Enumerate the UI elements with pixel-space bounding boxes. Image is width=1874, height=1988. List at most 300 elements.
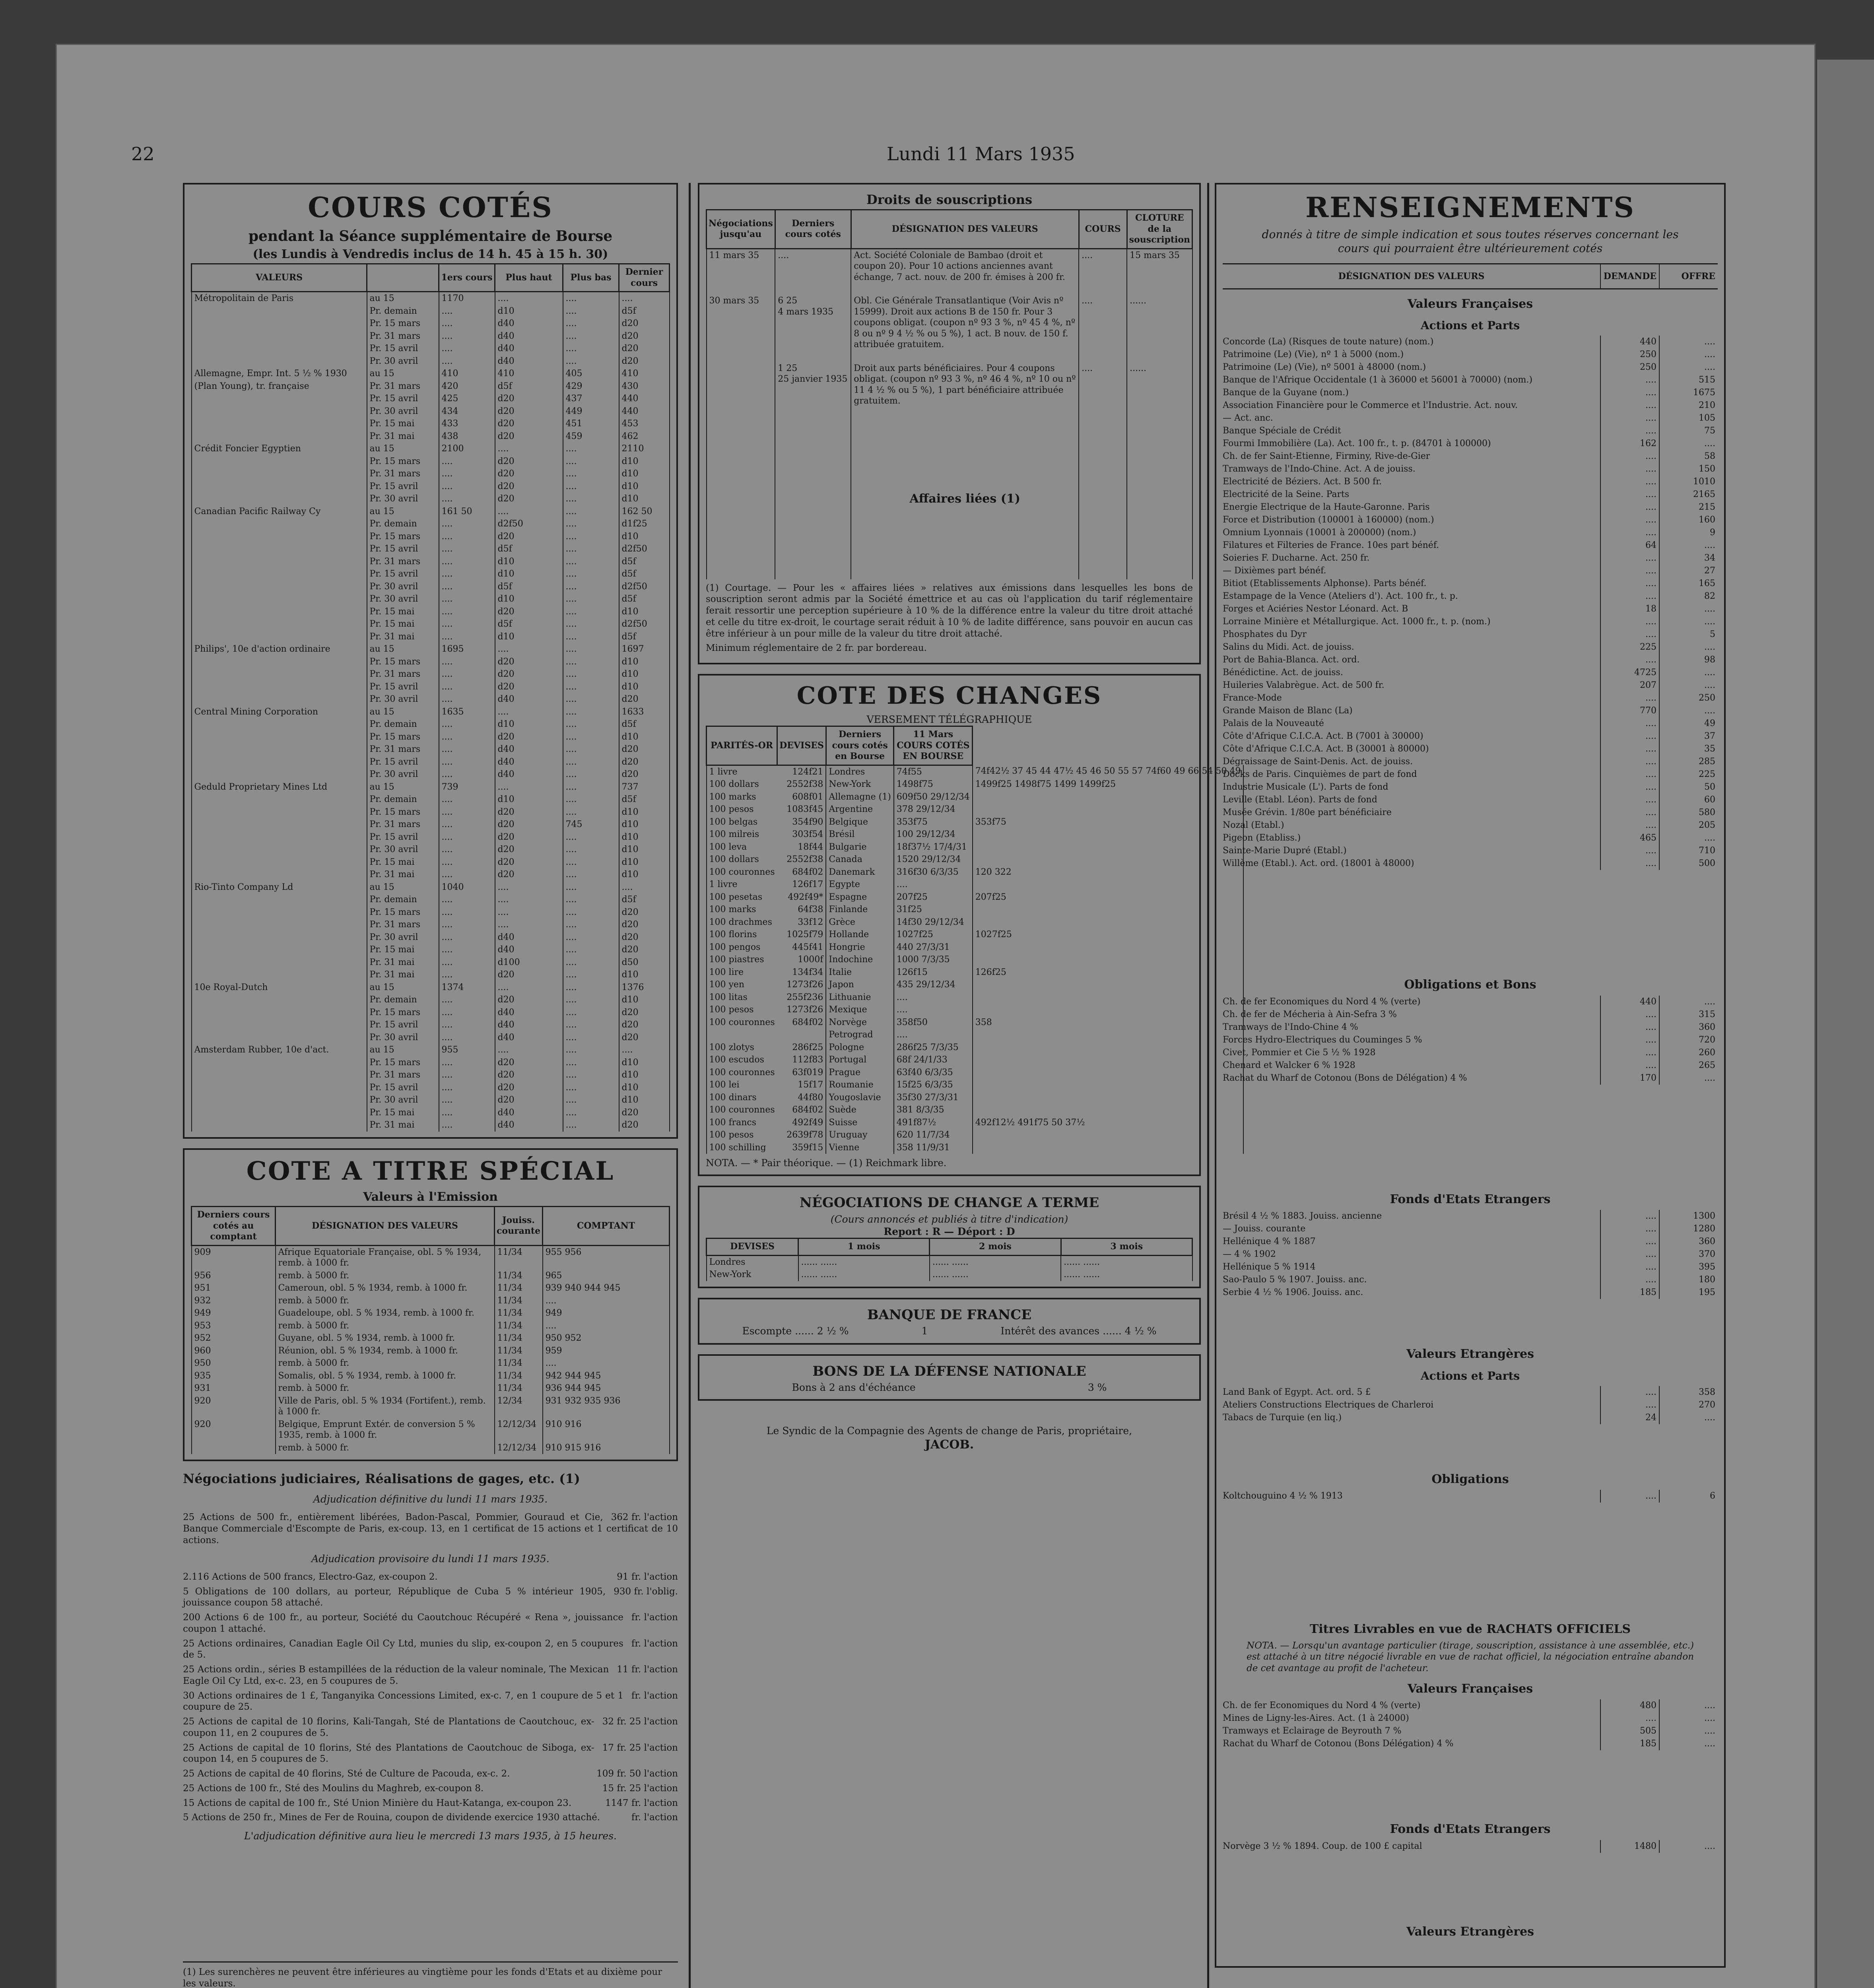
renseignement-row — [1223, 552, 1718, 565]
change-row-p: 100 pengos — [707, 941, 777, 954]
cours-row-t: Pr. demain — [367, 305, 439, 318]
cours-row-t: Pr. 15 avril — [367, 480, 439, 493]
renseignement-row — [1223, 1738, 1718, 1750]
cours-row-l: .... — [563, 656, 619, 668]
col-header: VALEURS — [192, 264, 367, 292]
cours-row-c1: .... — [439, 593, 495, 606]
cours-row-v — [192, 606, 367, 618]
special-row — [192, 1357, 670, 1370]
cours-row — [192, 781, 670, 794]
cours-row-c1: 1374 — [439, 981, 495, 994]
cours-row-h: .... — [495, 918, 563, 931]
change-row-v: 492f49* — [777, 891, 826, 904]
renseignement-offre: 82 — [1659, 590, 1718, 603]
cours-row-v — [192, 656, 367, 668]
change-row-v: 126f17 — [777, 878, 826, 891]
syndic-line: Le Syndic de la Compagnie des Agents de change de Paris, propriétaire, — [766, 1425, 1132, 1437]
cours-row-h: d20 — [495, 818, 563, 831]
cours-row — [192, 618, 670, 631]
cours-row-l: .... — [563, 580, 619, 593]
cours-row — [192, 1094, 670, 1107]
cours-row-c1: .... — [439, 568, 495, 580]
escompte-value: 2 ½ % — [817, 1325, 849, 1337]
cours-row-d: .... — [619, 881, 670, 894]
change-row — [707, 1066, 1244, 1079]
change-row-d: Petrograd — [826, 1029, 893, 1041]
change-row-v: 1083f45 — [777, 803, 826, 816]
renseignement-demande: 250 — [1600, 348, 1659, 361]
cours-row-v — [192, 768, 367, 781]
cours-row-h: d40 — [495, 330, 563, 343]
renseignement-offre: 58 — [1659, 450, 1718, 463]
cours-row-c1: .... — [439, 969, 495, 981]
renseignement-row — [1223, 641, 1718, 654]
renseignement-row — [1223, 705, 1718, 717]
cours-row-l: .... — [563, 1107, 619, 1119]
affaires-liees-row — [707, 419, 1192, 579]
cours-row-l: .... — [563, 555, 619, 568]
renseignement-offre: 180 — [1659, 1274, 1718, 1286]
cours-row — [192, 631, 670, 643]
cours-row-h: d40 — [495, 1019, 563, 1031]
special-row-d: Afrique Equatoriale Française, obl. 5 % 1934, remb. à 1000 fr. — [276, 1245, 495, 1270]
adjudication-definitive-title: Adjudication définitive du lundi 11 mars 1935. — [313, 1493, 548, 1505]
renseignement-row — [1223, 1248, 1718, 1261]
cours-row-t: au 15 — [367, 505, 439, 518]
change-row-v: 124f21 — [777, 765, 826, 778]
cours-row-v — [192, 417, 367, 430]
change-row — [707, 828, 1244, 841]
renseignement-demande: 465 — [1600, 832, 1659, 845]
cours-row-c1: .... — [439, 1031, 495, 1044]
renseignement-demande: 64 — [1600, 539, 1659, 552]
cours-row-d: 1633 — [619, 706, 670, 718]
special-row-c: 910 915 916 — [543, 1442, 670, 1454]
cours-row-v — [192, 480, 367, 493]
renseignement-demande: .... — [1600, 692, 1659, 705]
special-row-d: Belgique, Emprunt Extér. de conversion 5 % 1935, remb. à 1000 fr. — [276, 1418, 495, 1442]
change-row-c — [973, 1091, 1244, 1104]
bons-section — [698, 1354, 1201, 1401]
renseignement-row — [1223, 679, 1718, 692]
renseignement-offre: 250 — [1659, 692, 1718, 705]
cours-row — [192, 868, 670, 881]
renseignement-offre: 265 — [1659, 1059, 1718, 1072]
cours-row — [192, 994, 670, 1006]
change-row-v: 1000f — [777, 953, 826, 966]
renseignement-offre: .... — [1659, 641, 1718, 654]
cours-row-d: d10 — [619, 868, 670, 881]
special-row-d: remb. à 5000 fr. — [276, 1382, 495, 1395]
negociation-price: 930 fr. l'oblig. — [614, 1586, 678, 1597]
change-row-dc: .... — [894, 991, 973, 1004]
negociation-text: 5 Actions de 250 fr., Mines de Fer de Rouina, coupon de dividende exercice 1930 attaché. — [183, 1812, 600, 1823]
col-header: 2 mois — [930, 1239, 1061, 1256]
cours-row-l: .... — [563, 956, 619, 969]
cours-row-v — [192, 580, 367, 593]
cours-row-d: d2f50 — [619, 618, 670, 631]
cours-row — [192, 1119, 670, 1132]
renseignement-designation: Ch. de fer de Mécheria à Ain-Sefra 3 % — [1223, 1009, 1397, 1019]
cours-row-h: d20 — [495, 656, 563, 668]
renseignement-designation: Palais de la Nouveauté — [1223, 718, 1324, 728]
renseignement-demande: .... — [1600, 386, 1659, 399]
cours-row-t: au 15 — [367, 367, 439, 380]
cours-row-t: Pr. 15 avril — [367, 756, 439, 769]
cours-row-t: au 15 — [367, 981, 439, 994]
renseignement-row — [1223, 1046, 1718, 1059]
renseignement-offre: 165 — [1659, 577, 1718, 590]
syndic-name: JACOB. — [924, 1437, 974, 1452]
change-row-c — [973, 1066, 1244, 1079]
change-row-dc: 31f25 — [894, 903, 973, 916]
cours-row-v — [192, 1056, 367, 1069]
column-left — [183, 183, 678, 1988]
cours-row-d: d5f — [619, 555, 670, 568]
negociation-item — [183, 1716, 678, 1739]
renseignement-offre: .... — [1659, 666, 1718, 679]
cours-row-d: d20 — [619, 918, 670, 931]
change-row-c — [973, 991, 1244, 1004]
renseignement-row — [1223, 1274, 1718, 1286]
cours-row-l: .... — [563, 1119, 619, 1132]
cours-row-l: .... — [563, 292, 619, 305]
cours-row-t: Pr. 31 mai — [367, 969, 439, 981]
change-row — [707, 791, 1244, 804]
cours-row — [192, 969, 670, 981]
cours-row-v — [192, 342, 367, 355]
renseignement-offre: .... — [1659, 603, 1718, 615]
cours-row-t: au 15 — [367, 443, 439, 455]
cours-row — [192, 317, 670, 330]
renseignement-offre: .... — [1659, 705, 1718, 717]
renseignement-designation: Phosphates du Dyr — [1223, 629, 1307, 639]
special-row — [192, 1320, 670, 1332]
renseignement-designation: Willème (Etabl.). Act. ord. (18001 à 48000) — [1223, 858, 1414, 868]
cours-row-l: .... — [563, 1031, 619, 1044]
cours-row-v — [192, 931, 367, 944]
cours-row-t: Pr. 15 mars — [367, 806, 439, 819]
renseignement-row — [1223, 1034, 1718, 1046]
change-row-d: Suède — [826, 1104, 893, 1116]
negociation-item — [183, 1812, 678, 1823]
special-row-p: 952 — [192, 1332, 276, 1345]
cours-row-v: Philips', 10e d'action ordinaire — [192, 643, 367, 656]
droits-note: (1) Courtage. — Pour les « affaires liées » relatives aux émissions dans lesquelles les bons de souscription seront admis par la Société émettrice et au cas où l'application du tarif réglementaire ferait ressortir une perception supérieure à 10 % de la différence entre la valeur du titre droit attaché et celle du titre ex-droit, le courtage serait réduit à 10 % de ladite différence, sans pouvoir en aucun cas être inférieur à un pour mille de la valeur du titre droit attaché. — [706, 582, 1193, 639]
cours-row — [192, 881, 670, 894]
cours-row-c1: .... — [439, 931, 495, 944]
change-row-p: 100 marks — [707, 903, 777, 916]
change-row-c — [973, 1142, 1244, 1154]
negociation-item — [183, 1586, 678, 1609]
renseignement-designation: Concorde (La) (Risques de toute nature) (nom.) — [1223, 337, 1434, 347]
cours-row-c1: .... — [439, 906, 495, 919]
renseignement-row — [1223, 450, 1718, 463]
renseignement-demande: 24 — [1600, 1411, 1659, 1424]
change-row-p: 1 livre — [707, 878, 777, 891]
col-header: Négociations jusqu'au — [707, 210, 775, 249]
renseignement-demande: 18 — [1600, 603, 1659, 615]
special-row-p: 960 — [192, 1345, 276, 1357]
cours-row-c1: .... — [439, 818, 495, 831]
cours-row-h: d20 — [495, 868, 563, 881]
cours-row — [192, 367, 670, 380]
change-row-p — [707, 1029, 777, 1041]
cours-row-h: .... — [495, 292, 563, 305]
cours-row-v — [192, 1006, 367, 1019]
renseignement-designation: Industrie Musicale (L'). Parts de fond — [1223, 782, 1389, 792]
special-row-j: 12/12/34 — [495, 1418, 543, 1442]
cours-row-l: .... — [563, 1081, 619, 1094]
cours-row-l: 437 — [563, 392, 619, 405]
renseignement-offre: 35 — [1659, 743, 1718, 755]
renseignement-designation: Tabacs de Turquie (en liq.) — [1223, 1412, 1342, 1423]
cours-row-d: d5f — [619, 893, 670, 906]
cours-row-l: .... — [563, 668, 619, 681]
renseignement-offre: 34 — [1659, 552, 1718, 565]
renseignement-offre: .... — [1659, 1072, 1718, 1085]
cours-row-h: .... — [495, 893, 563, 906]
cours-row-l: .... — [563, 1006, 619, 1019]
change-row-d: Londres — [826, 765, 893, 778]
renseignement-demande: 225 — [1600, 641, 1659, 654]
cours-row-c1: .... — [439, 868, 495, 881]
cours-row-c1: 1170 — [439, 292, 495, 305]
renseignement-demande: .... — [1600, 1059, 1659, 1072]
cours-row-c1: .... — [439, 1006, 495, 1019]
cours-row — [192, 417, 670, 430]
renseignement-offre: .... — [1659, 1411, 1718, 1424]
cours-row-l: .... — [563, 856, 619, 869]
cours-row-l: .... — [563, 718, 619, 731]
change-row-v: 64f38 — [777, 903, 826, 916]
special-row-c: 942 944 945 — [543, 1370, 670, 1382]
cote-special-title: COTE A TITRE SPÉCIAL — [246, 1156, 615, 1186]
renseignement-row — [1223, 717, 1718, 730]
cours-row-v — [192, 568, 367, 580]
cours-row-d: 430 — [619, 380, 670, 393]
change-row-v: 134f34 — [777, 966, 826, 979]
cours-row-v — [192, 818, 367, 831]
change-row-p: 100 leva — [707, 841, 777, 854]
special-row — [192, 1442, 670, 1454]
cours-row-h: 410 — [495, 367, 563, 380]
change-row-d: Danemark — [826, 866, 893, 879]
cours-row-d: d10 — [619, 806, 670, 819]
change-row-p: 100 pesos — [707, 803, 777, 816]
change-row-p: 100 schilling — [707, 1142, 777, 1154]
negociation-text: 25 Actions de 500 fr., entièrement libérées, Badon-Pascal, Pommier, Gouraud et Cie, Banque Commerciale d'Escompte de Paris, ex-coup. 13, en 1 certificat de 15 actions et 1 certificat de 10 actions. — [183, 1512, 678, 1545]
special-row-j: 11/34 — [495, 1382, 543, 1395]
cours-row-v — [192, 631, 367, 643]
cours-row-d: d10 — [619, 731, 670, 744]
cours-row-c1: 434 — [439, 405, 495, 418]
cours-row — [192, 505, 670, 518]
renseignement-designation: Banque de la Guyane (nom.) — [1223, 388, 1349, 398]
cours-row-v — [192, 530, 367, 543]
col-header: 11 Mars COURS COTÉS EN BOURSE — [894, 726, 973, 765]
cours-row-l: .... — [563, 468, 619, 480]
droits-row-cours: .... — [1079, 362, 1127, 419]
renseignement-offre: 1675 — [1659, 386, 1718, 399]
cours-row-t: Pr. 15 mai — [367, 856, 439, 869]
special-row-d: Guadeloupe, obl. 5 % 1934, remb. à 1000 fr. — [276, 1307, 495, 1320]
negociation-text: 25 Actions ordin., séries B estampillées de la réduction de la valeur nominale, The Mexican Eagle Oil Cy Ltd, ex-c. 23, en 5 coupures de 5. — [183, 1664, 609, 1686]
negociation-price: 32 fr. 25 l'action — [602, 1716, 678, 1727]
renseignement-designation: Ateliers Constructions Electriques de Charleroi — [1223, 1400, 1434, 1410]
next-page-edge — [1817, 60, 1874, 1988]
cours-row-c1: .... — [439, 518, 495, 530]
change-row-dc: 286f25 7/3/35 — [894, 1041, 973, 1054]
cours-row-h: d20 — [495, 430, 563, 443]
renseignement-row — [1223, 437, 1718, 450]
cours-row-t: Pr. 30 avril — [367, 580, 439, 593]
cours-row-l: .... — [563, 518, 619, 530]
cours-row-h: .... — [495, 881, 563, 894]
renseignement-demande: .... — [1600, 1008, 1659, 1021]
negociation-price: fr. l'action — [631, 1612, 678, 1623]
renseignement-demande: .... — [1600, 577, 1659, 590]
cours-row-c1: .... — [439, 1119, 495, 1132]
special-row-p: 931 — [192, 1382, 276, 1395]
cours-row-d: 1697 — [619, 643, 670, 656]
renseignement-row — [1223, 1286, 1718, 1299]
renseignement-row — [1223, 1399, 1718, 1411]
negociation-item — [183, 1768, 678, 1780]
special-row-p: 949 — [192, 1307, 276, 1320]
cours-row-c1: .... — [439, 330, 495, 343]
renseignement-demande: .... — [1600, 488, 1659, 501]
column-rule-1 — [689, 183, 691, 1988]
renseignement-row — [1223, 361, 1718, 374]
cours-row-l: .... — [563, 330, 619, 343]
renseignement-offre: 215 — [1659, 501, 1718, 514]
droits-row-cl: ...... — [1127, 295, 1192, 362]
special-row-p: 951 — [192, 1282, 276, 1295]
change-row-dc: 15f25 6/3/35 — [894, 1079, 973, 1091]
renseignement-designation: Rachat du Wharf de Cotonou (Bons de Délégation) 4 % — [1223, 1073, 1467, 1083]
cours-row-d: d20 — [619, 1031, 670, 1044]
change-row-d: Italie — [826, 966, 893, 979]
cours-row-t: Pr. demain — [367, 518, 439, 530]
renseignement-demande: .... — [1600, 628, 1659, 641]
cours-row-d: 2110 — [619, 443, 670, 455]
cours-row-h: .... — [495, 706, 563, 718]
cours-row-l: .... — [563, 681, 619, 693]
terme-row-d: New-York — [707, 1268, 798, 1281]
cours-row-c1: .... — [439, 1094, 495, 1107]
cours-row — [192, 518, 670, 530]
negociation-price: 15 fr. 25 l'action — [602, 1783, 678, 1794]
renseignement-designation: Pigeon (Etabliss.) — [1223, 833, 1301, 843]
cours-row-t: Pr. 15 mai — [367, 606, 439, 618]
special-row-p: 950 — [192, 1357, 276, 1370]
renseignement-row — [1223, 412, 1718, 425]
cours-row-h: d40 — [495, 743, 563, 756]
renseignement-demande: .... — [1600, 717, 1659, 730]
change-row-v: 2552f38 — [777, 778, 826, 791]
renseignement-demande: .... — [1600, 514, 1659, 526]
cours-row-h: d10 — [495, 305, 563, 318]
renseignement-offre: 270 — [1659, 1399, 1718, 1411]
change-row-p: 100 francs — [707, 1116, 777, 1129]
cours-row-d: d5f — [619, 305, 670, 318]
negociation-item — [183, 1571, 678, 1583]
cours-row-v — [192, 317, 367, 330]
livr-ve-title: Valeurs Etrangères — [1406, 1924, 1534, 1939]
cours-row — [192, 1006, 670, 1019]
cours-row-c1: .... — [439, 893, 495, 906]
cours-row — [192, 1019, 670, 1031]
cote-special-section — [183, 1148, 678, 1462]
renseignement-row — [1223, 1261, 1718, 1274]
cours-row-c1: .... — [439, 480, 495, 493]
cours-row-h: d2f50 — [495, 518, 563, 530]
change-row-c — [973, 1104, 1244, 1116]
cours-row-h: d20 — [495, 843, 563, 856]
cours-row-t: Pr. 31 mai — [367, 430, 439, 443]
col-header: 1 mois — [798, 1239, 930, 1256]
change-row-p: 100 pesetas — [707, 891, 777, 904]
cours-row-d: d5f — [619, 631, 670, 643]
cours-row-c1: .... — [439, 606, 495, 618]
terme-header-row — [707, 1239, 1192, 1256]
cours-cotes-header-row — [192, 264, 670, 292]
cours-row-v — [192, 1019, 367, 1031]
change-row-c — [973, 791, 1244, 804]
cours-row-l: .... — [563, 606, 619, 618]
cours-row — [192, 806, 670, 819]
cote-special-table — [191, 1206, 670, 1454]
cours-row-c1: 1695 — [439, 643, 495, 656]
cours-row-d: d10 — [619, 1069, 670, 1081]
cours-row-l: .... — [563, 944, 619, 956]
cours-row — [192, 1081, 670, 1094]
special-row-c: 936 944 945 — [543, 1382, 670, 1395]
cours-row-t: Pr. demain — [367, 793, 439, 806]
avances-label: Intérêt des avances — [1000, 1325, 1100, 1337]
special-row-p: 909 — [192, 1245, 276, 1270]
cours-row-d: d10 — [619, 455, 670, 468]
change-row-p: 100 pesos — [707, 1129, 777, 1142]
special-row-j: 11/34 — [495, 1370, 543, 1382]
droits-header-row — [707, 210, 1192, 249]
col-header: Derniers cours cotés au comptant — [192, 1207, 276, 1246]
negociation-price: fr. l'action — [631, 1812, 678, 1823]
change-row-d: Indochine — [826, 953, 893, 966]
droits-row-d: Droit aux parts bénéficiaires. Pour 4 coupons obligat. (coupon nº 93 3 %, nº 46 4 %, nº 10 ou nº 11 4 ½ % ou 5 %), 1 part bénéficiaire attribuée gratuitem. — [851, 362, 1079, 419]
special-row-j: 11/34 — [495, 1332, 543, 1345]
renseignement-designation: Huileries Valabrègue. Act. de 500 fr. — [1223, 680, 1385, 690]
cours-row-h: d40 — [495, 317, 563, 330]
cours-row-d: d10 — [619, 656, 670, 668]
change-row-dc: 491f87½ — [894, 1116, 973, 1129]
renseignement-designation: Civet, Pommier et Cie 5 ½ % 1928 — [1223, 1047, 1376, 1058]
cours-row-d: d20 — [619, 1019, 670, 1031]
cours-row-c1: .... — [439, 681, 495, 693]
cours-row-v — [192, 1081, 367, 1094]
renseignement-demande: .... — [1600, 1490, 1659, 1503]
negociation-item — [183, 1798, 678, 1809]
renseignement-offre: 360 — [1659, 1235, 1718, 1248]
changes-header-row — [707, 726, 1244, 765]
change-row-p: 100 pesos — [707, 1004, 777, 1016]
special-row-j: 12/34 — [495, 1395, 543, 1418]
special-row-c: 965 — [543, 1270, 670, 1282]
renseignement-designation: Grande Maison de Blanc (La) — [1223, 706, 1353, 716]
cours-row-t: Pr. 15 avril — [367, 831, 439, 844]
cours-row-l: 429 — [563, 380, 619, 393]
